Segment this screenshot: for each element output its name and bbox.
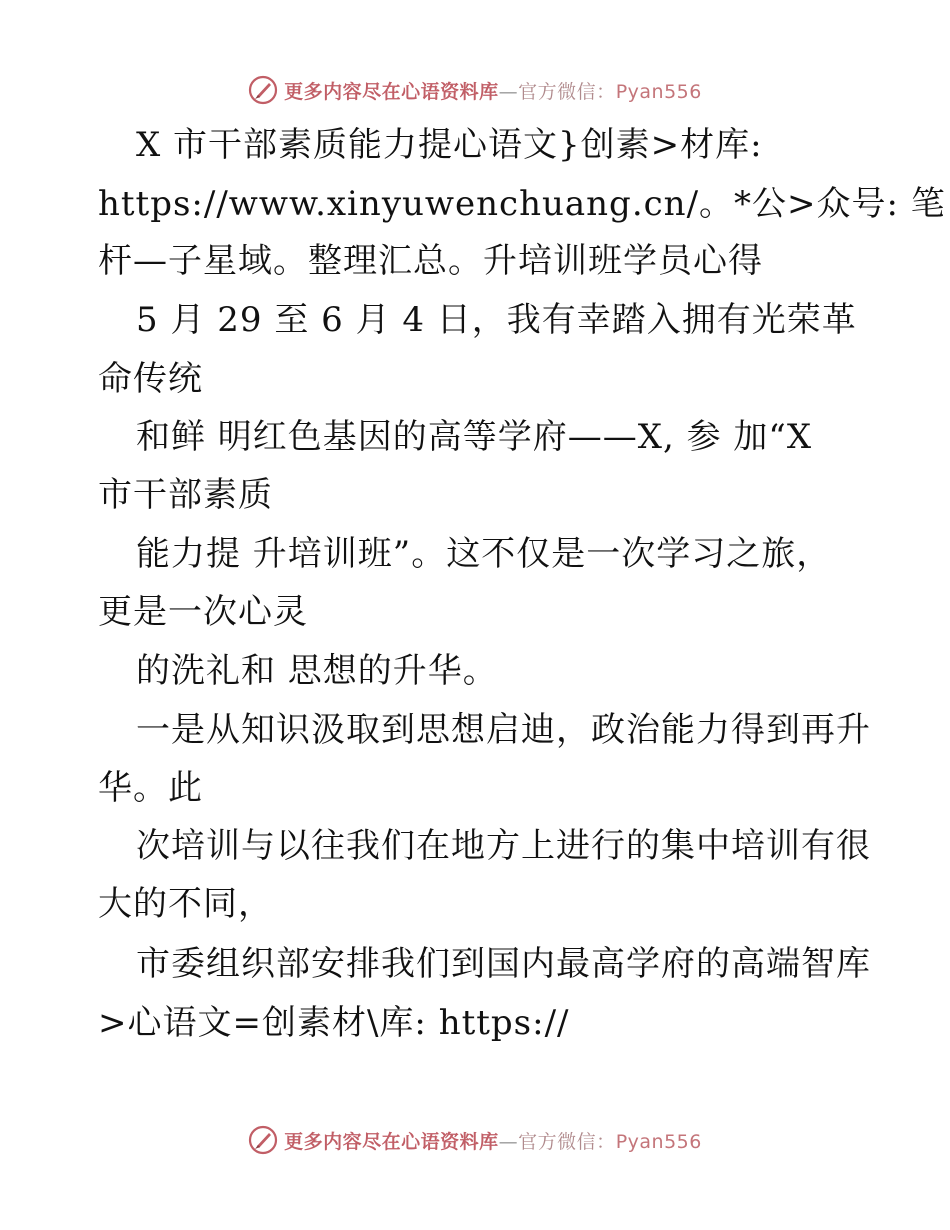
body-line: 命传统 <box>98 359 203 399</box>
quill-logo-icon <box>248 75 278 105</box>
body-line: 更是一次心灵 <box>98 592 308 632</box>
body-line: >心语文=创素材\库: https:// <box>98 1003 570 1043</box>
banner-wechat-label: 官方微信： <box>518 1130 616 1153</box>
banner-dash: — <box>498 1130 519 1153</box>
banner-wechat-label: 官方微信： <box>518 80 616 103</box>
body-line: 杆—子星域。整理汇总。升培训班学员心得 <box>98 241 763 281</box>
banner-title: 更多内容尽在心语资料库 <box>284 1130 499 1153</box>
banner-title: 更多内容尽在心语资料库 <box>284 80 499 103</box>
banner-account: Pyan556 <box>615 80 702 103</box>
body-line: 市委组织部安排我们到国内最高学府的高端智库 <box>136 944 871 984</box>
body-line: 5 月 29 至 6 月 4 日，我有幸踏入拥有光荣革 <box>136 300 857 340</box>
banner-account: Pyan556 <box>615 1130 702 1153</box>
body-line: 市干部素质 <box>98 475 273 515</box>
body-line: https://www.xinyuwenchuang.cn/。*公>众号: 笔 <box>98 184 946 224</box>
footer-banner <box>0 1120 950 1160</box>
body-line: X 市干部素质能力提心语文}创素>材库: <box>136 125 763 165</box>
banner-text <box>284 77 702 104</box>
header-banner <box>0 70 950 110</box>
banner-dash: — <box>498 80 519 103</box>
body-line: 和鲜 明红色基因的高等学府——X, 参 加“X <box>136 417 813 457</box>
body-line: 能力提 升培训班”。这不仅是一次学习之旅， <box>136 534 832 574</box>
body-line: 的洗礼和 思想的升华。 <box>136 651 498 691</box>
body-line: 大的不同， <box>98 884 273 924</box>
body-line: 一是从知识汲取到思想启迪，政治能力得到再升 <box>136 710 871 750</box>
body-line: 次培训与以往我们在地方上进行的集中培训有很 <box>136 826 871 866</box>
banner-text <box>284 1127 702 1154</box>
body-line: 华。此 <box>98 768 203 808</box>
quill-logo-icon <box>248 1125 278 1155</box>
